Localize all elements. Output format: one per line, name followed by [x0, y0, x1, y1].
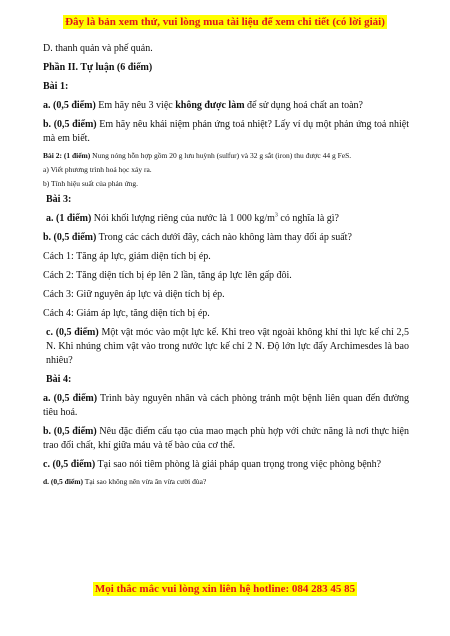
- bai4-title: Bài 4:: [46, 374, 72, 385]
- preview-banner-text: Đây là bản xem thử, vui lòng mua tài liệu để xem chi tiết (có lời giải): [65, 16, 385, 28]
- bai3-b: [43, 231, 409, 245]
- bai4-c-text: Tại sao nói tiêm phòng là giải pháp quan trọng trong việc phòng bệnh?: [95, 459, 382, 470]
- cach-3: Cách 3: Giữ nguyên áp lực và diện tích bị ép.: [43, 289, 225, 300]
- bai2-a: a) Viết phương trình hoá học xảy ra.: [43, 165, 152, 174]
- preview-banner: [0, 16, 450, 28]
- bai1-a-bold: không được làm: [175, 100, 245, 111]
- bai2: [43, 151, 409, 161]
- bai3-b-text: Trong các cách dưới đây, cách nào không làm thay đổi áp suất?: [96, 232, 352, 243]
- bai4-a: [43, 392, 409, 420]
- bai4-c-label: c. (0,5 điểm): [43, 459, 96, 470]
- bai1-b: [43, 118, 409, 146]
- cach-4: Cách 4: Giảm áp lực, tăng diện tích bị ép.: [43, 308, 210, 319]
- bai4-d-text: Tại sao không nên vừa ăn vừa cười đùa?: [83, 477, 207, 486]
- bai4-b-label: b. (0,5 điểm): [43, 426, 97, 437]
- bai4-d: [43, 477, 409, 487]
- bai3-a: [43, 212, 409, 226]
- part2-title: Phần II. Tự luận (6 điểm): [43, 62, 153, 73]
- bai1-a-label: a. (0,5 điểm): [43, 100, 96, 111]
- bai1-b-label: b. (0,5 điểm): [43, 119, 97, 130]
- bai1-a-pre: Em hãy nêu 3 việc: [95, 100, 176, 111]
- hotline-footer: [0, 583, 450, 595]
- hotline-text: Mọi thắc mắc vui lòng xin liên hệ hotline: 084 283 45 85: [94, 583, 356, 595]
- bai3-a-post: có nghĩa là gì?: [277, 213, 339, 224]
- option-d: D. thanh quản và phế quản.: [43, 43, 153, 54]
- bai4-a-label: a. (0,5 điểm): [43, 393, 98, 404]
- bai3-b-label: b. (0,5 điểm): [43, 232, 97, 243]
- bai1-b-text: Em hãy nêu khái niệm phản ứng toả nhiệt? Lấy ví dụ một phản ứng toả nhiệt mà em biết.: [43, 119, 409, 144]
- document-body: [43, 42, 409, 491]
- bai4-a-text: Trình bày nguyên nhân và cách phòng tránh một bệnh liên quan đến đường tiêu hoá.: [43, 393, 409, 418]
- bai4-c: [43, 458, 409, 472]
- bai3-title: Bài 3:: [46, 194, 72, 205]
- bai1-a: [43, 99, 409, 113]
- bai3-a-sup: 3: [274, 212, 278, 219]
- bai4-d-label: d. (0,5 điểm): [43, 477, 83, 486]
- bai3-c: [43, 326, 409, 368]
- bai2-text: Nung nóng hỗn hợp gồm 20 g lưu huỳnh (sulfur) và 32 g sắt (iron) thu được 44 g FeS.: [90, 151, 352, 160]
- bai2-label: Bài 2: (1 điểm): [43, 151, 91, 160]
- bai4-b: [43, 425, 409, 453]
- bai1-a-post: để sử dụng hoá chất an toàn?: [244, 100, 363, 111]
- cach-2: Cách 2: Tăng diện tích bị ép lên 2 lần, tăng áp lực lên gấp đôi.: [43, 270, 292, 281]
- bai3-a-pre: Nói khối lượng riêng của nước là 1 000 kg/m: [91, 213, 275, 224]
- bai4-b-text: Nêu đặc điểm cấu tạo của mao mạch phù hợp với chức năng là nơi thực hiện trao đổi chất, khí giữa máu và tế bào của cơ thể.: [43, 426, 409, 451]
- bai1-title: Bài 1:: [43, 81, 69, 92]
- bai3-c-label: c. (0,5 điểm): [46, 327, 99, 338]
- bai2-b: b) Tính hiệu suất của phản ứng.: [43, 179, 138, 188]
- cach-1: Cách 1: Tăng áp lực, giảm diện tích bị ép.: [43, 251, 211, 262]
- bai3-a-label: a. (1 điểm): [46, 213, 92, 224]
- bai3-c-text: Một vật móc vào một lực kế. Khi treo vật ngoài không khí thì lực kế chỉ 2,5 N. Khi nhúng chìm vật vào trong nước lực kế chỉ 2 N. Độ lớn lực đẩy Archimesdes là bao nhiêu?: [46, 327, 409, 366]
